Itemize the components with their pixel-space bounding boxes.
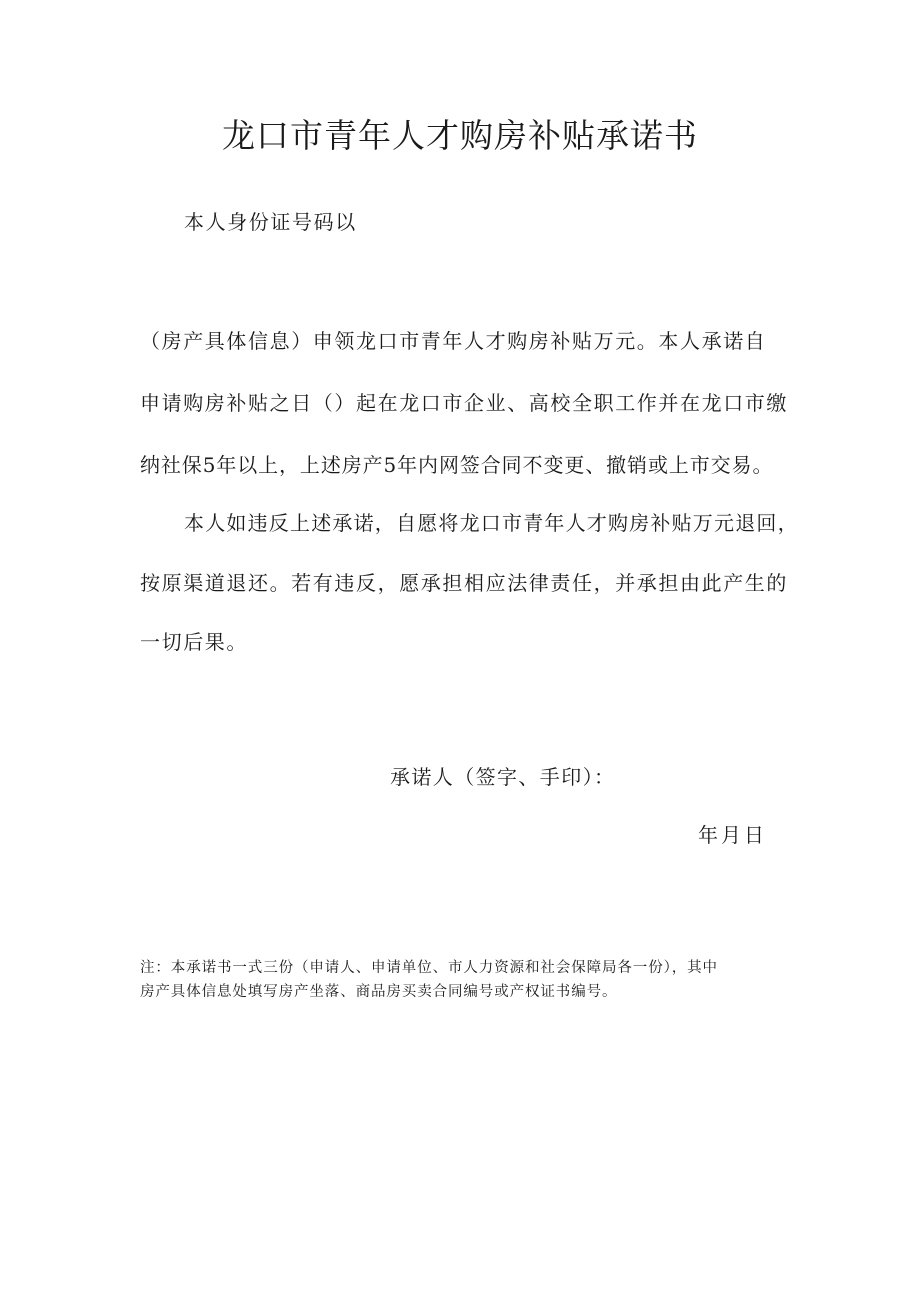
commitment-paragraph-2-line-2: 按原渠道退还。若有违反，愿承担相应法律责任，并承担由此产生的 bbox=[140, 571, 788, 595]
commitment-paragraph-2-line-1: 本人如违反上述承诺，自愿将龙口市青年人才购房补贴万元退回， bbox=[184, 511, 799, 535]
commitment-paragraph-1-line-1: （房产具体信息）申领龙口市青年人才购房补贴万元。本人承诺自 bbox=[140, 329, 767, 353]
footnote-line-2: 房产具体信息处填写房产坐落、商品房买卖合同编号或产权证书编号。 bbox=[140, 984, 618, 1000]
date-label: 年月日 bbox=[698, 823, 767, 847]
id-number-line: 本人身份证号码以 bbox=[184, 210, 357, 234]
signature-label: 承诺人（签字、手印）： bbox=[390, 765, 616, 789]
commitment-paragraph-1-line-3: 纳社保5年以上，上述房产5年内网签合同不变更、撤销或上市交易。 bbox=[140, 453, 774, 477]
footnote-line-1: 注：本承诺书一式三份（申请人、申请单位、市人力资源和社会保障局各一份），其中 bbox=[140, 960, 718, 976]
document-title: 龙口市青年人才购房补贴承诺书 bbox=[222, 116, 698, 155]
commitment-paragraph-2-line-3: 一切后果。 bbox=[140, 630, 248, 654]
commitment-paragraph-1-line-2: 申请购房补贴之日（）起在龙口市企业、高校全职工作并在龙口市缴 bbox=[140, 391, 788, 415]
